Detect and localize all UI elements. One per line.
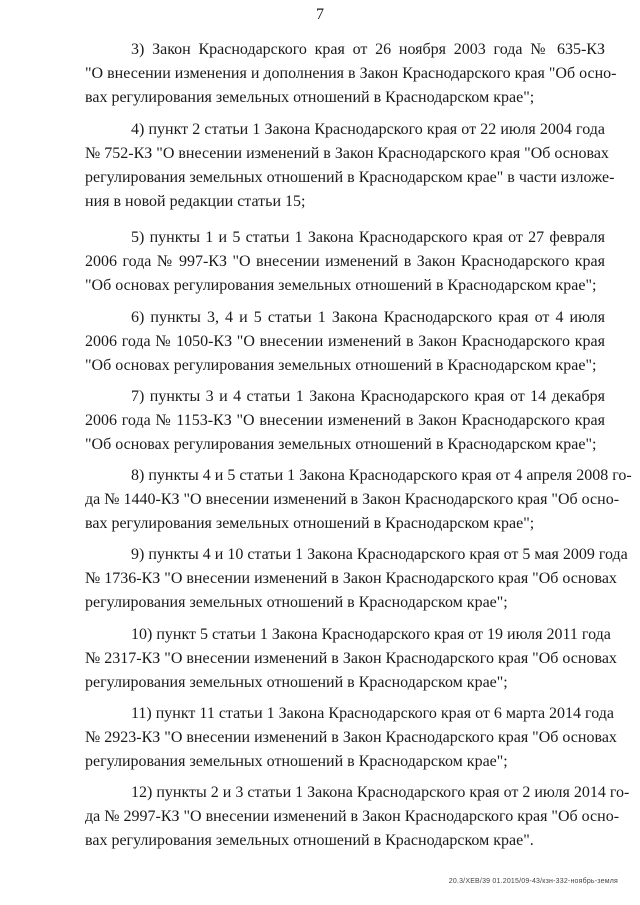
page-number: 7 bbox=[316, 6, 324, 23]
list-item-3 bbox=[85, 38, 617, 110]
paragraph-line: № 2923-КЗ "О внесении изменений в Закон Краснодарского края "Об основах bbox=[85, 729, 617, 746]
paragraph-line: 12) пункты 2 и 3 статьи 1 Закона Краснодарского края от 2 июля 2014 го- bbox=[131, 784, 630, 801]
list-item-11 bbox=[85, 702, 617, 774]
paragraph-line: 5) пункты 1 и 5 статьи 1 Закона Краснодарского края от 27 февраля bbox=[131, 229, 605, 246]
paragraph-line: да № 1440-КЗ "О внесении изменений в Закон Краснодарского края "Об осно- bbox=[85, 491, 620, 508]
paragraph-line: 2006 года № 1050-КЗ "О внесении изменений в Закон Краснодарского края bbox=[85, 333, 605, 350]
paragraph-line: регулирования земельных отношений в Краснодарском крае"; bbox=[85, 594, 508, 611]
paragraph-line: 8) пункты 4 и 5 статьи 1 Закона Краснодарского края от 4 апреля 2008 го- bbox=[131, 467, 632, 484]
paragraph-line: 6) пункты 3, 4 и 5 статьи 1 Закона Краснодарского края от 4 июля bbox=[131, 309, 605, 326]
paragraph-line: 9) пункты 4 и 10 статьи 1 Закона Краснодарского края от 5 мая 2009 года bbox=[131, 546, 628, 563]
list-item-12 bbox=[85, 781, 630, 853]
list-item-9 bbox=[85, 543, 628, 615]
paragraph-line: 2006 года № 1153-КЗ "О внесении изменений в Закон Краснодарского края bbox=[85, 412, 605, 429]
paragraph-line: регулирования земельных отношений в Краснодарском крае" в части изложе- bbox=[85, 169, 615, 186]
paragraph-line: 7) пункты 3 и 4 статьи 1 Закона Краснодарского края от 14 декабря bbox=[131, 388, 605, 405]
paragraph-line: вах регулирования земельных отношений в Краснодарском крае"; bbox=[85, 515, 535, 532]
list-item-4 bbox=[85, 118, 615, 214]
list-item-10 bbox=[85, 623, 617, 695]
paragraph-line: 2006 года № 997-КЗ "О внесении изменений в Закон Краснодарского края bbox=[85, 253, 605, 270]
paragraph-line: ния в новой редакции статьи 15; bbox=[85, 193, 306, 210]
list-item-6 bbox=[85, 306, 605, 378]
paragraph-line: 11) пункт 11 статьи 1 Закона Краснодарского края от 6 марта 2014 года bbox=[131, 705, 614, 722]
paragraph-line: да № 2997-КЗ "О внесении изменений в Закон Краснодарского края "Об осно- bbox=[85, 808, 620, 825]
paragraph-line: "Об основах регулирования земельных отношений в Краснодарском крае"; bbox=[85, 277, 597, 294]
list-item-5 bbox=[85, 226, 605, 298]
paragraph-line: регулирования земельных отношений в Краснодарском крае"; bbox=[85, 674, 508, 691]
paragraph-line: № 752-КЗ "О внесении изменений в Закон Краснодарского края "Об основах bbox=[85, 145, 609, 162]
paragraph-line: 10) пункт 5 статьи 1 Закона Краснодарского края от 19 июля 2011 года bbox=[131, 626, 611, 643]
paragraph-line: "Об основах регулирования земельных отношений в Краснодарском крае"; bbox=[85, 436, 597, 453]
paragraph-line: № 1736-КЗ "О внесении изменений в Закон Краснодарского края "Об основах bbox=[85, 570, 617, 587]
paragraph-line: регулирования земельных отношений в Краснодарском крае"; bbox=[85, 753, 508, 770]
paragraph-line: 4) пункт 2 статьи 1 Закона Краснодарского края от 22 июля 2004 года bbox=[131, 121, 605, 138]
paragraph-line: вах регулирования земельных отношений в Краснодарском крае"; bbox=[85, 89, 535, 106]
footer-file-stamp: 20.3/ХЕВ/39 01.2015/09-43/кзн-332-ноябрь-земля bbox=[448, 878, 618, 885]
paragraph-line: № 2317-КЗ "О внесении изменений в Закон Краснодарского края "Об основах bbox=[85, 650, 617, 667]
list-item-8 bbox=[85, 464, 632, 536]
list-item-7 bbox=[85, 385, 605, 457]
paragraph-line: 3) Закон Краснодарского края от 26 ноября 2003 года № 635-КЗ bbox=[131, 41, 605, 58]
paragraph-line: "О внесении изменения и дополнения в Закон Краснодарского края "Об осно- bbox=[85, 65, 617, 82]
paragraph-line: "Об основах регулирования земельных отношений в Краснодарском крае"; bbox=[85, 357, 597, 374]
paragraph-line: вах регулирования земельных отношений в Краснодарском крае". bbox=[85, 832, 534, 849]
